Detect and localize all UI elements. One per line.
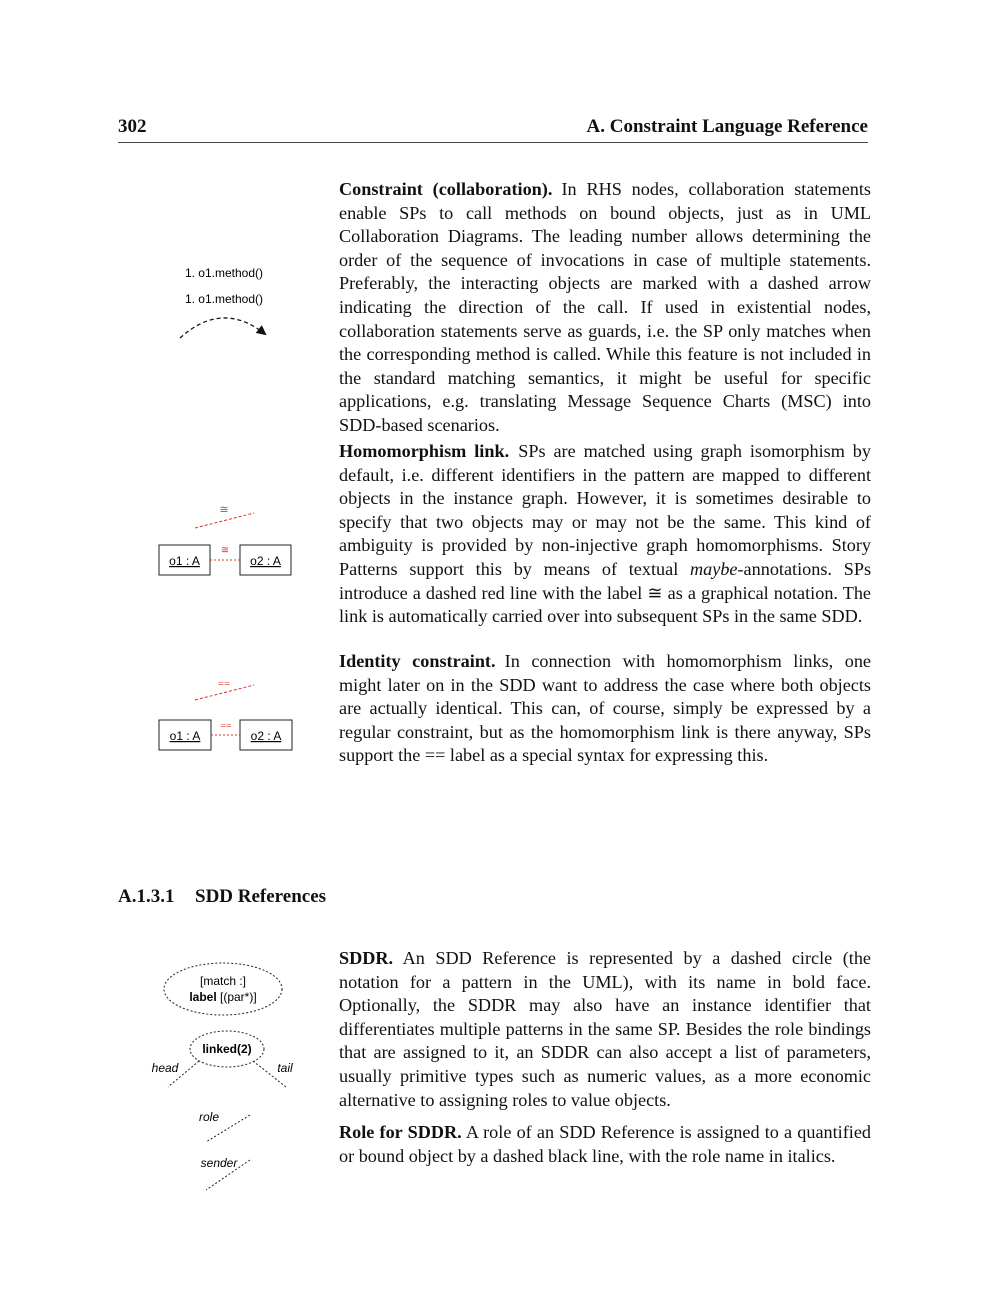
role-term: Role for SDDR. [339, 1122, 462, 1142]
sddr-dashed-circle [164, 963, 282, 1015]
identity-paragraph [339, 650, 871, 768]
collaboration-term: Constraint (collaboration). [339, 179, 553, 199]
identity-link-label-top: == [217, 678, 231, 690]
identity-term: Identity constraint. [339, 651, 496, 671]
role-text: A role of an SDD Reference is assigned to a quantified or bound object by a dashed black line, with the role name in italics. [339, 1122, 872, 1166]
sddr-param-text: [(par*)] [216, 990, 257, 1004]
section-number: A.1.3.1 [118, 886, 175, 907]
sddr-term: SDDR. [339, 948, 394, 968]
homomorphism-text-after: -annotations. SPs introduce a dashed red line with the label ≅ as a graphical notation. The link is automatically carried over into subsequent SPs in the same SDD. [339, 558, 872, 627]
tail-role-label: tail [277, 1061, 293, 1075]
sddr-text: An SDD Reference is represented by a dashed circle (the notation for a pattern in the UML), with its name in bold face. Optionally, the SDDR may also have an instance identifier that differentiates multiple patterns in the same SP. Besides the role bindings that are assigned to it, an SDDR can also accept a list of parameters, usually primitive types such as numeric values, as a more economic alternative to assigning roles to value objects. [339, 948, 871, 1110]
homomorphism-term: Homomorphism link. [339, 441, 510, 461]
page-number: 302 [118, 116, 147, 137]
sddr-match-text: [match :] [199, 974, 247, 988]
role-label: role [198, 1110, 220, 1124]
chapter-title: A. Constraint Language Reference [586, 116, 868, 137]
homomorphism-emphasis: maybe [690, 558, 738, 579]
collaboration-label-1: 1. o1.method() [184, 266, 264, 280]
homomorphism-text-before: SPs are matched using graph isomorphism by default, i.e. different identifiers in the pattern are mapped to different objects in the instance graph. However, it is sometimes desirable to specify that two objects may or may not be the same. This kind of ambiguity is provided by non-injective graph homomorphisms. Story Patterns support this by means of textual [339, 441, 871, 579]
identity-text: In connection with homomorphism links, one might later on in the SDD want to address the case where both objects are actually identical. This can, of course, simply be expressed by a regular constraint, but as the homomorphism link is there anyway, SPs support the == label as a special syntax for expressing this. [339, 651, 871, 766]
collaboration-figure [180, 266, 265, 338]
homomorphism-object-left-label: o1 : A [169, 554, 200, 568]
sender-label: sender [200, 1156, 238, 1170]
section-title: SDD References [195, 886, 327, 907]
homomorphism-link-label: ≅ [220, 545, 230, 556]
homomorphism-figure [159, 504, 291, 575]
identity-object-left-label: o1 : A [169, 729, 201, 743]
identity-object-right-label: o2 : A [250, 729, 282, 743]
homomorphism-object-right-label: o2 : A [250, 554, 281, 568]
section-heading [118, 886, 326, 908]
identity-figure [159, 678, 292, 750]
collaboration-paragraph [339, 178, 871, 438]
linked-sddr-label: linked(2) [202, 1042, 252, 1056]
collaboration-text: In RHS nodes, collaboration statements enable SPs to call methods on bound objects, just as in UML Collaboration Diagrams. The leading number allows determining the order of the sequence of invocations in case of multiple statements. Preferably, the interacting objects are marked with a dashed arrow indicating the direction of the call. If used in existential nodes, collaboration statements serve as guards, i.e. the SP only matches when the corresponding method is called. While this feature is not included in the standard matching semantics, it might be useful for specific applications, e.g. translating Message Sequence Charts (MSC) into SDD-based scenarios. [339, 179, 871, 435]
head-role-label: head [151, 1061, 179, 1075]
role-paragraph [339, 1121, 871, 1168]
sddr-figure [152, 963, 293, 1190]
collaboration-label-2: 1. o1.method() [184, 292, 264, 306]
sddr-paragraph [339, 947, 871, 1112]
sddr-label-bold: label [189, 990, 217, 1004]
identity-link-label: == [220, 721, 232, 732]
sddr-label-line [189, 990, 256, 1004]
homomorphism-paragraph [339, 440, 871, 629]
homomorphism-link-label-top: ≅ [219, 504, 229, 516]
collaboration-arrow [180, 318, 265, 338]
